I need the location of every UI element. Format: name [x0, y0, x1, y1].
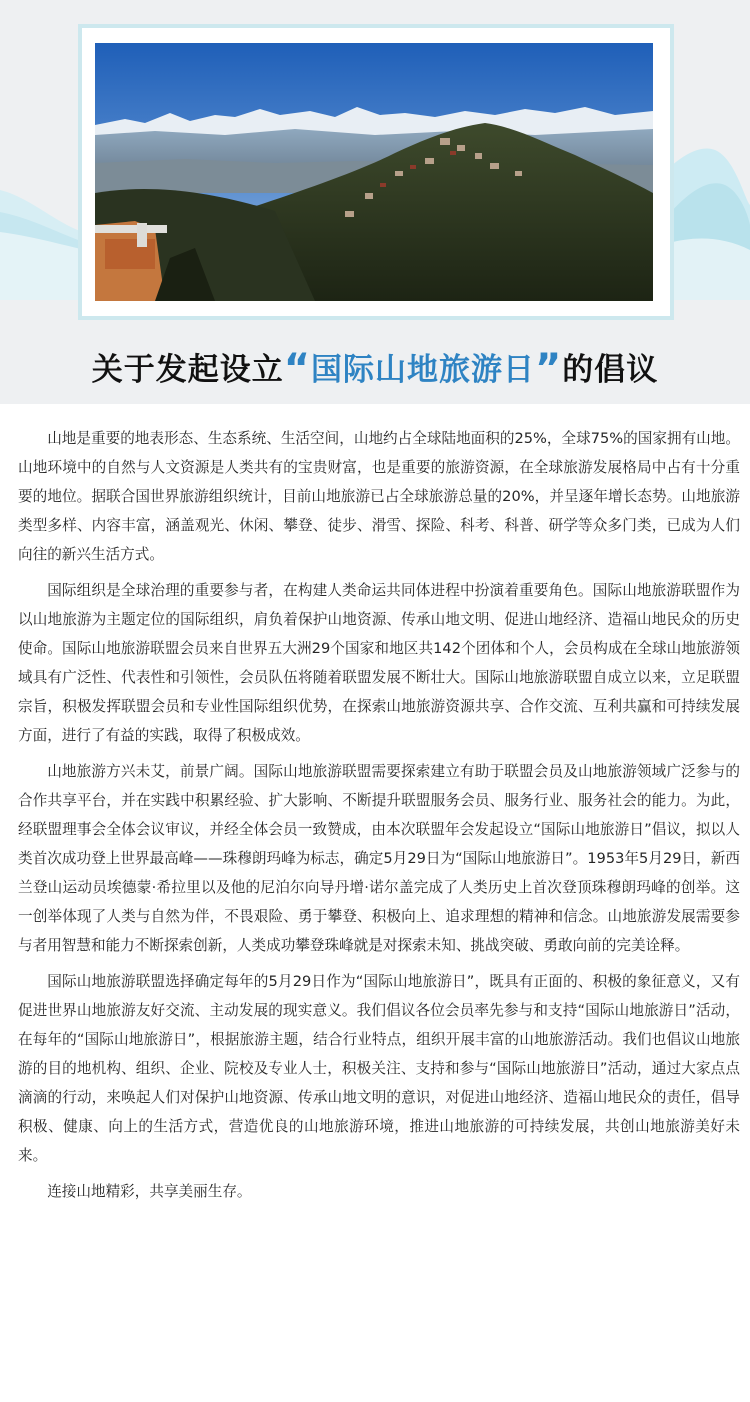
article-body	[18, 424, 740, 1206]
paragraph-3: 山地旅游方兴未艾，前景广阔。国际山地旅游联盟需要探索建立有助于联盟会员及山地旅游领域广泛参与的合作共享平台，并在实践中积累经验、扩大影响、不断提升联盟服务会员、服务行业、服务社会的能力。为此，经联盟理事会全体会议审议，并经全体会员一致赞成，由本次联盟年会发起设立“国际山地旅游日”倡议，拟以人类首次成功登上世界最高峰——珠穆朗玛峰为标志，确定5月29日为“国际山地旅游日”。1953年5月29日，新西兰登山运动员埃德蒙·希拉里以及他的尼泊尔向导丹增·诺尔盖完成了人类历史上首次登顶珠穆朗玛峰的创举。这一创举体现了人类与自然为伴，不畏艰险、勇于攀登、积极向上、追求理想的精神和信念。山地旅游发展需要参与者用智慧和能力不断探索创新，人类成功攀登珠峰就是对探索未知、挑战突破、勇敢向前的完美诠释。	[18, 763, 740, 954]
paragraph-1: 山地是重要的地表形态、生态系统、生活空间，山地约占全球陆地面积的25%，全球75%的国家拥有山地。山地环境中的自然与人文资源是人类共有的宝贵财富，也是重要的旅游资源，在全球旅游发展格局中占有十分重要的地位。据联合国世界旅游组织统计，目前山地旅游已占全球旅游总量的20%，并呈逐年增长态势。山地旅游类型多样、内容丰富，涵盖观光、休闲、攀登、徒步、滑雪、探险、科考、科普、研学等众多门类，已成为人们向往的新兴生活方式。	[18, 430, 740, 563]
title-highlight: 国际山地旅游日	[311, 352, 535, 388]
title-open-quote: “	[283, 346, 311, 392]
mountain-landscape-photo	[95, 43, 653, 301]
title-close-quote: ”	[535, 346, 563, 392]
paragraph-5: 连接山地精彩，共享美丽生存。	[47, 1183, 252, 1200]
paragraph-4: 国际山地旅游联盟选择确定每年的5月29日作为“国际山地旅游日”，既具有正面的、积极的象征意义，又有促进世界山地旅游友好交流、主动发展的现实意义。我们倡议各位会员率先参与和支持“国际山地旅游日”活动，在每年的“国际山地旅游日”，根据旅游主题，结合行业特点，组织开展丰富的山地旅游活动。我们也倡议山地旅游的目的地机构、组织、企业、院校及专业人士，积极关注、支持和参与“国际山地旅游日”活动，通过大家点点滴滴的行动，来唤起人们对保护山地资源、传承山地文明的意识，对促进山地经济、造福山地民众的责任，倡导积极、健康、向上的生活方式，营造优良的山地旅游环境，推进山地旅游的可持续发展，共创山地旅游美好未来。	[18, 973, 740, 1164]
page-title	[0, 344, 750, 396]
paragraph-2: 国际组织是全球治理的重要参与者，在构建人类命运共同体进程中扮演着重要角色。国际山地旅游联盟作为以山地旅游为主题定位的国际组织，肩负着保护山地资源、传承山地文明、促进山地经济、造福山地民众的历史使命。国际山地旅游联盟会员来自世界五大洲29个国家和地区共142个团体和个人，会员构成在全球山地旅游领域具有广泛性、代表性和引领性，会员队伍将随着联盟发展不断壮大。国际山地旅游联盟自成立以来，立足联盟宗旨，积极发挥联盟会员和专业性国际组织优势，在探索山地旅游资源共享、合作交流、互利共赢和可持续发展方面，进行了有益的实践，取得了积极成效。	[18, 582, 740, 744]
title-suffix: 的倡议	[562, 352, 659, 388]
title-prefix: 关于发起设立	[91, 352, 284, 388]
